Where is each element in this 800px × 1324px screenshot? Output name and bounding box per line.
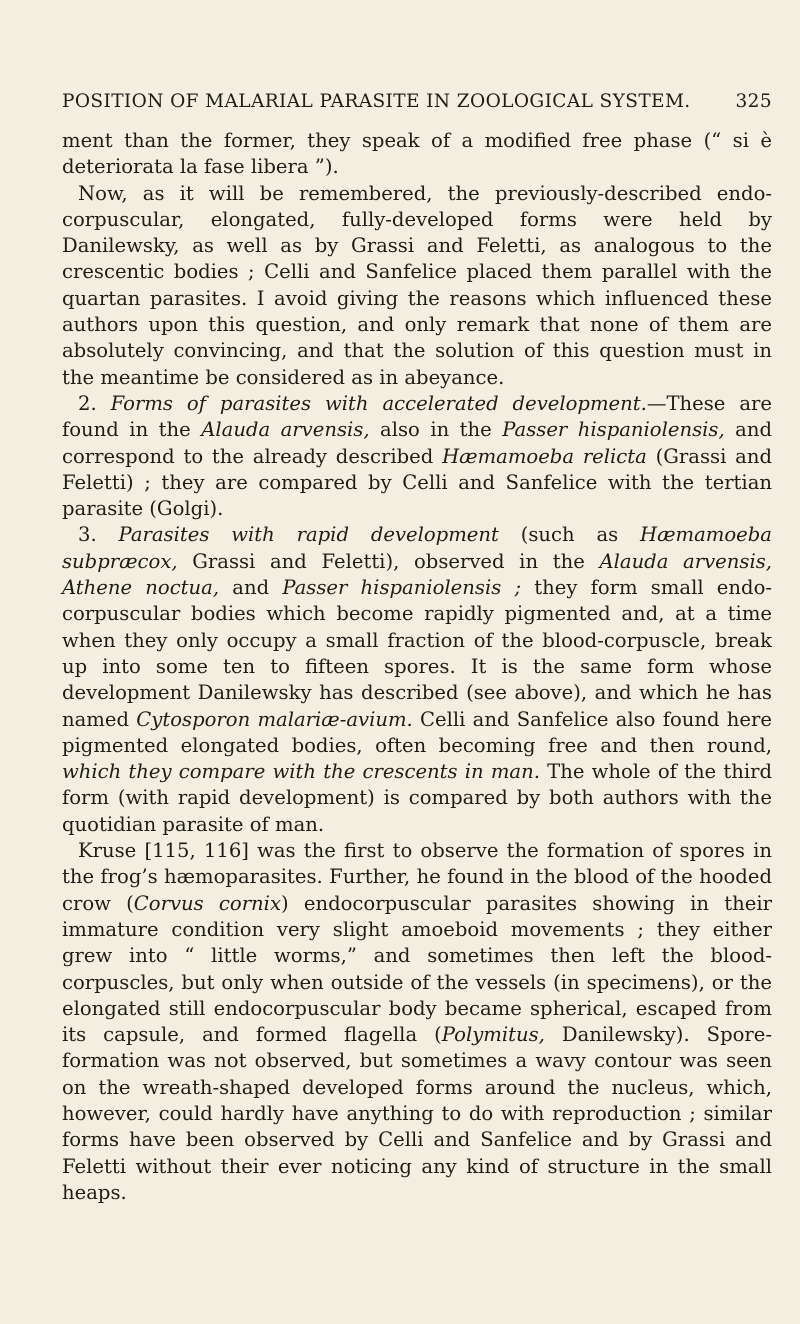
italic-text-run: Parasites with rapid development: [118, 523, 499, 547]
italic-text-run: Polymitus,: [441, 1023, 545, 1047]
text-run: Kruse [115, 116] was the first to observe the formation of spores in the frog’s hæmoparasites. Further, he found in the blood of the hooded crow (: [62, 839, 772, 915]
paragraph: [62, 181, 772, 391]
italic-text-run: Corvus cornix: [133, 891, 281, 915]
italic-text-run: Hæmamoeba subpræcox,: [62, 523, 772, 573]
text-run: Grassi and Feletti), observed in the: [177, 549, 600, 573]
text-run: they form small endo-corpuscular bodies which become rapidly pigmented and, at a time when they only occupy a small fraction of the blood-corpuscle, break up into some ten to fifteen spores. It is the same form whose development Danilewsky has described (see above), and which he has named: [62, 576, 772, 731]
page-number: 325: [735, 91, 772, 112]
body-text: [62, 128, 772, 1206]
text-run: (Grassi and Feletti) ; they are compared by Celli and Sanfelice with the tertian parasite (Golgi).: [62, 444, 772, 521]
text-run: 2.: [78, 391, 111, 415]
text-run: —These are found in the: [62, 391, 772, 442]
text-run: (such as: [498, 523, 641, 547]
text-run: and: [219, 576, 283, 600]
italic-text-run: Alauda arvensis,: [201, 418, 370, 442]
italic-text-run: which they compare with the crescents in man.: [62, 760, 540, 784]
text-run: ) endocorpuscular parasites showing in their immature condition very slight amoeboid movements ; they either grew into “ little worms,” and sometimes then left the blood-corpuscles, but only when outside of the vessels (in specimens), or the elongated still endocorpuscular body became spherical, escaped from its capsule, and formed flagella (: [62, 891, 773, 1047]
italic-text-run: Passer hispaniolensis,: [502, 418, 725, 442]
text-run: Danilewsky). Spore-formation was not observed, but sometimes a wavy contour was seen on the wreath-shaped developed forms around the nucleus, which, however, could hardly have anything to do with reproduction ; similar forms have been observed by Celli and Sanfelice and by Grassi and Feletti without their ever noticing any kind of structure in the small heaps.: [62, 1023, 772, 1204]
page-header: [62, 91, 772, 112]
italic-text-run: Forms of parasites with accelerated development.: [110, 391, 647, 415]
paragraph: [62, 838, 772, 1206]
paragraph: [62, 128, 772, 181]
text-run: The whole of the third form (with rapid development) is compared by both authors with the quotidian parasite of man.: [62, 760, 773, 836]
text-run: and correspond to the already described: [62, 418, 773, 468]
italic-text-run: Alauda arvensis, Athene noctua,: [62, 549, 772, 600]
italic-text-run: Cytosporon malariæ-avium.: [136, 707, 413, 731]
paragraph: [62, 522, 772, 838]
running-title: POSITION OF MALARIAL PARASITE IN ZOOLOGICAL SYSTEM.: [62, 91, 691, 112]
text-run: 3.: [78, 523, 119, 547]
text-run: Now, as it will be remembered, the previously-described endo-corpuscular, elongated, fully-developed forms were held by Danilewsky, as well as by Grassi and Feletti, as analogous to the crescentic bodies ; Celli and Sanfelice placed them parallel with the quartan parasites. I avoid giving the reasons which influenced these authors upon this question, and only remark that none of them are absolutely convincing, and that the solution of this question must in the meantime be considered as in abeyance.: [62, 181, 772, 389]
text-run: ment than the former, they speak of a modified free phase (“ si è deteriorata la fase libera ”).: [62, 129, 772, 179]
paragraph: [62, 391, 772, 522]
text-run: Celli and Sanfelice also found here pigmented elongated bodies, often becoming free and then round,: [62, 707, 772, 757]
italic-text-run: Hæmamoeba relicta: [442, 444, 647, 468]
italic-text-run: Passer hispaniolensis ;: [282, 576, 522, 600]
text-run: also in the: [369, 418, 503, 442]
